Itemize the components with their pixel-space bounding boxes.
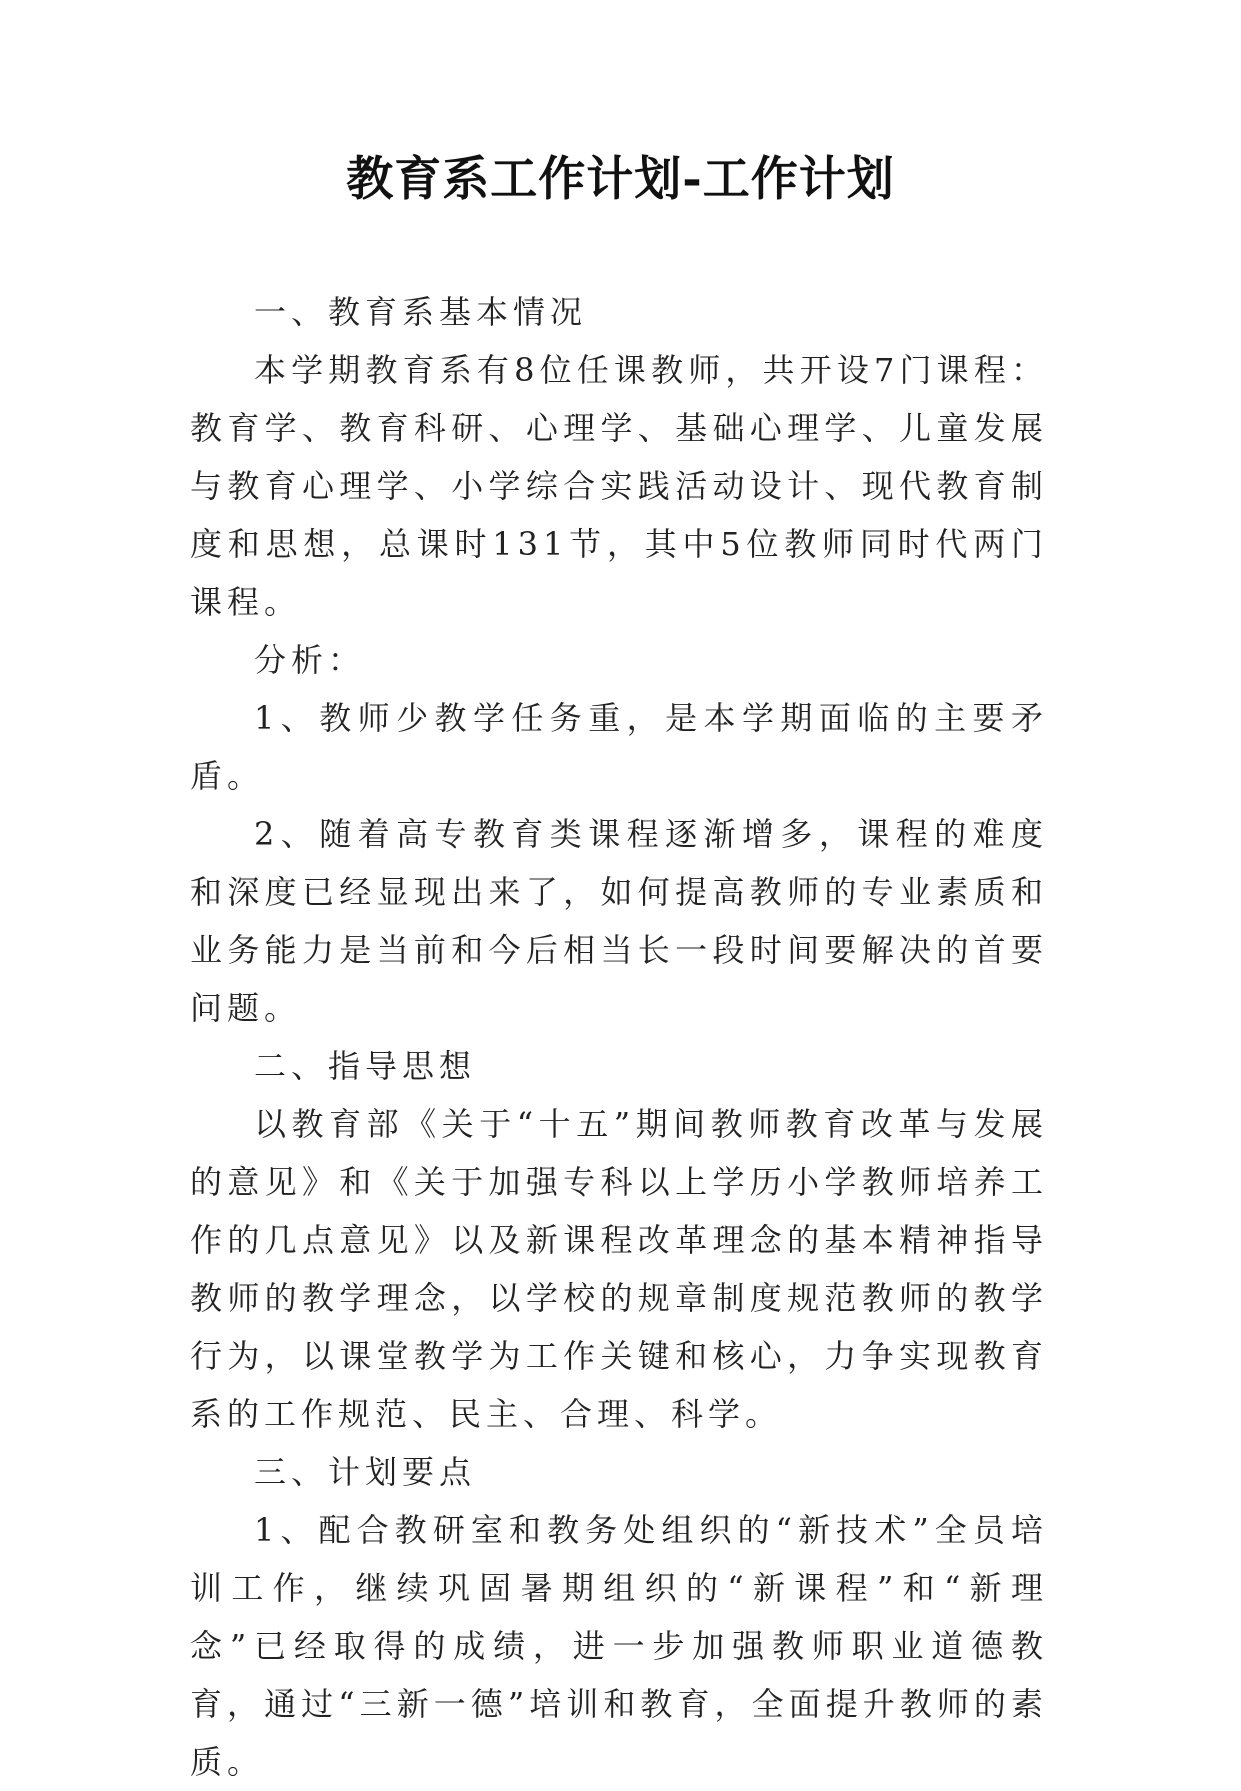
section-heading-plan-points: 三、计划要点	[254, 1453, 477, 1491]
document-body	[190, 283, 1048, 1791]
document-title: 教育系工作计划-工作计划	[346, 152, 895, 207]
paragraph-analysis-label: 分析：	[254, 641, 366, 679]
paragraph-plan-point-1: 1、配合教研室和教务处组织的“新技术”全员培训工作，继续巩固暑期组织的“新课程”和“新理念”已经取得的成绩，进一步加强教师职业道德教育，通过“三新一德”培训和教育，全面提升教师的素质。	[190, 1511, 1048, 1781]
section-heading-basic-situation: 一、教育系基本情况	[254, 293, 588, 331]
paragraph-course-overview: 本学期教育系有8位任课教师，共开设7门课程：教育学、教育科研、心理学、基础心理学、儿童发展与教育心理学、小学综合实践活动设计、现代教育制度和思想，总课时131节，其中5位教师同时代两门课程。	[190, 351, 1048, 621]
section-heading-guiding-ideology: 二、指导思想	[254, 1047, 477, 1085]
paragraph-analysis-point-2: 2、随着高专教育类课程逐渐增多，课程的难度和深度已经显现出来了，如何提高教师的专业素质和业务能力是当前和今后相当长一段时间要解决的首要问题。	[190, 815, 1048, 1027]
paragraph-guiding-ideology: 以教育部《关于“十五”期间教师教育改革与发展的意见》和《关于加强专科以上学历小学教师培养工作的几点意见》以及新课程改革理念的基本精神指导教师的教学理念，以学校的规章制度规范教师的教学行为，以课堂教学为工作关键和核心，力争实现教育系的工作规范、民主、合理、科学。	[190, 1105, 1048, 1433]
paragraph-analysis-point-1: 1、教师少教学任务重，是本学期面临的主要矛盾。	[190, 699, 1048, 795]
